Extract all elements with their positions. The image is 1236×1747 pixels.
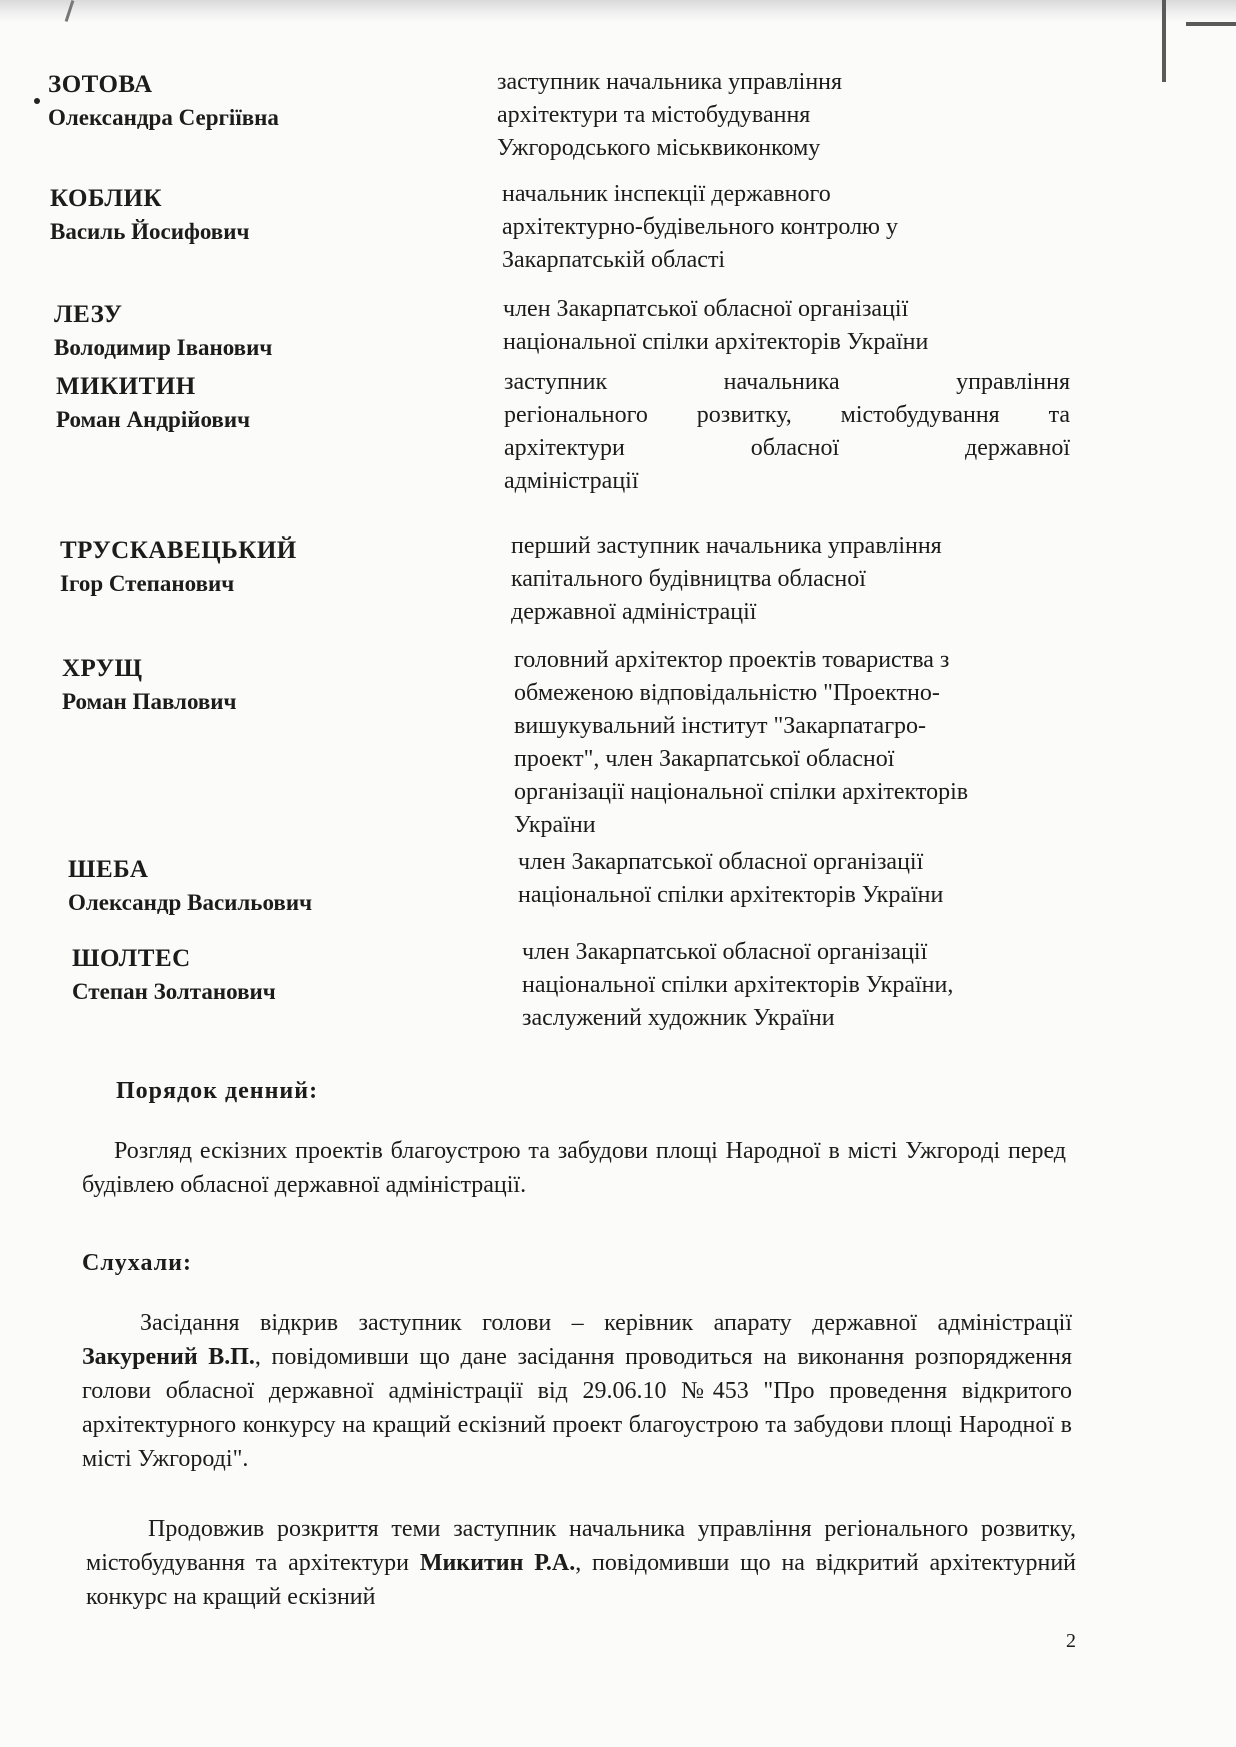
member-name-block [54,298,272,364]
position-line: національної спілки архітекторів України [503,329,929,355]
agenda-heading: Порядок денний: [116,1078,319,1104]
position-line: заслужений художник України [522,1005,835,1031]
member-name-block [72,942,276,1008]
member-surname: ХРУЩ [62,655,143,682]
position-line: член Закарпатської обласної організації [503,296,909,322]
member-given-name: Володимир Іванович [54,335,273,360]
scan-edge-shadow [0,0,1236,22]
member-position [503,293,1063,359]
position-line: регіонального розвитку, містобудування та [504,402,1070,428]
position-line: Закарпатській області [502,247,726,273]
position-line: член Закарпатської обласної організації [522,939,928,965]
member-given-name: Олександр Васильович [68,890,313,915]
member-name-block [68,853,312,919]
position-line: заступник начальника управління [504,369,1070,395]
member-position [511,530,1071,629]
member-name-block [56,370,250,436]
position-line: обмеженою відповідальністю "Проектно- [514,680,940,706]
position-line: державної адміністрації [511,599,757,625]
position-line: Ужгородського міськвиконкому [497,135,821,161]
paragraph-text: , повідомивши що дане засідання проводиться на виконання розпорядження голови обласної державної адміністрації від 29.06.10 №453 "Про проведення відкритого архітектурного конкурсу на кращий ескізний проект благоустрою та забудови площі Народної в місті Ужгороді". [82,1344,1072,1472]
member-given-name: Ігор Степанович [60,571,235,596]
position-line: архітектурно-будівельного контролю у [502,214,898,240]
ink-dot [34,98,40,104]
position-line: архітектури обласної державної [504,435,1070,461]
member-surname: МИКИТИН [56,373,196,400]
position-line: перший заступник начальника управління [511,533,942,559]
scan-corner-mark [1162,0,1166,82]
member-given-name: Олександра Сергіївна [48,105,279,130]
member-position [522,936,1082,1035]
position-line: адміністрації [504,468,639,494]
position-line: національної спілки архітекторів України, [522,972,954,998]
paragraph-opening [82,1306,1072,1476]
member-surname: ШОЛТЕС [72,945,191,972]
member-given-name: Василь Йосифович [50,219,250,244]
member-name-block [60,534,297,600]
paragraph-text: , повідомивши що на відкритий архітектурний конкурс на кращий ескізний [86,1550,1077,1610]
paragraph-continuation [86,1512,1076,1614]
paragraph-text: Засідання відкрив заступник голови – керівник апарату державної адміністрації [140,1310,1072,1336]
member-surname: ЛЕЗУ [54,301,123,328]
paragraph-text: Продовжив розкриття теми заступник начальника управління регіонального розвитку, містобудування та архітектури [86,1516,1076,1576]
position-line: України [514,812,596,838]
position-line: вишукувальний інститут "Закарпатагро- [514,713,927,739]
person-name: Микитин Р.А. [419,1550,576,1576]
position-line: головний архітектор проектів товариства з [514,647,950,673]
position-line: начальник інспекції державного [502,181,831,207]
position-line: капітального будівництва обласної [511,566,866,592]
member-surname: КОБЛИК [50,185,163,212]
member-given-name: Степан Золтанович [72,979,276,1004]
member-position [497,66,1057,165]
position-line: національної спілки архітекторів України [518,882,944,908]
position-line: архітектури та містобудування [497,102,811,128]
member-surname: ЗОТОВА [48,71,153,98]
member-position [514,644,1084,842]
member-name-block [50,182,249,248]
page-number: 2 [1066,1630,1076,1652]
member-name-block [48,68,279,134]
scan-corner-mark [1186,22,1236,26]
heard-heading: Слухали: [82,1250,192,1276]
member-position [518,846,1078,912]
agenda-text: Розгляд ескізних проектів благоустрою та забудови площі Народної в місті Ужгороді перед будівлею обласної державної адміністрації. [82,1138,1066,1198]
position-line: член Закарпатської обласної організації [518,849,924,875]
member-position [504,366,1070,498]
position-line: організації національної спілки архітекторів [514,779,969,805]
member-given-name: Роман Павлович [62,689,237,714]
member-surname: ТРУСКАВЕЦЬКИЙ [60,537,297,564]
person-name: Закурений В.П. [82,1344,255,1370]
member-given-name: Роман Андрійович [56,407,251,432]
position-line: заступник начальника управління [497,69,843,95]
position-line: проект", член Закарпатської обласної [514,746,895,772]
member-surname: ШЕБА [68,856,149,883]
member-name-block [62,652,237,718]
member-position [502,178,1062,277]
